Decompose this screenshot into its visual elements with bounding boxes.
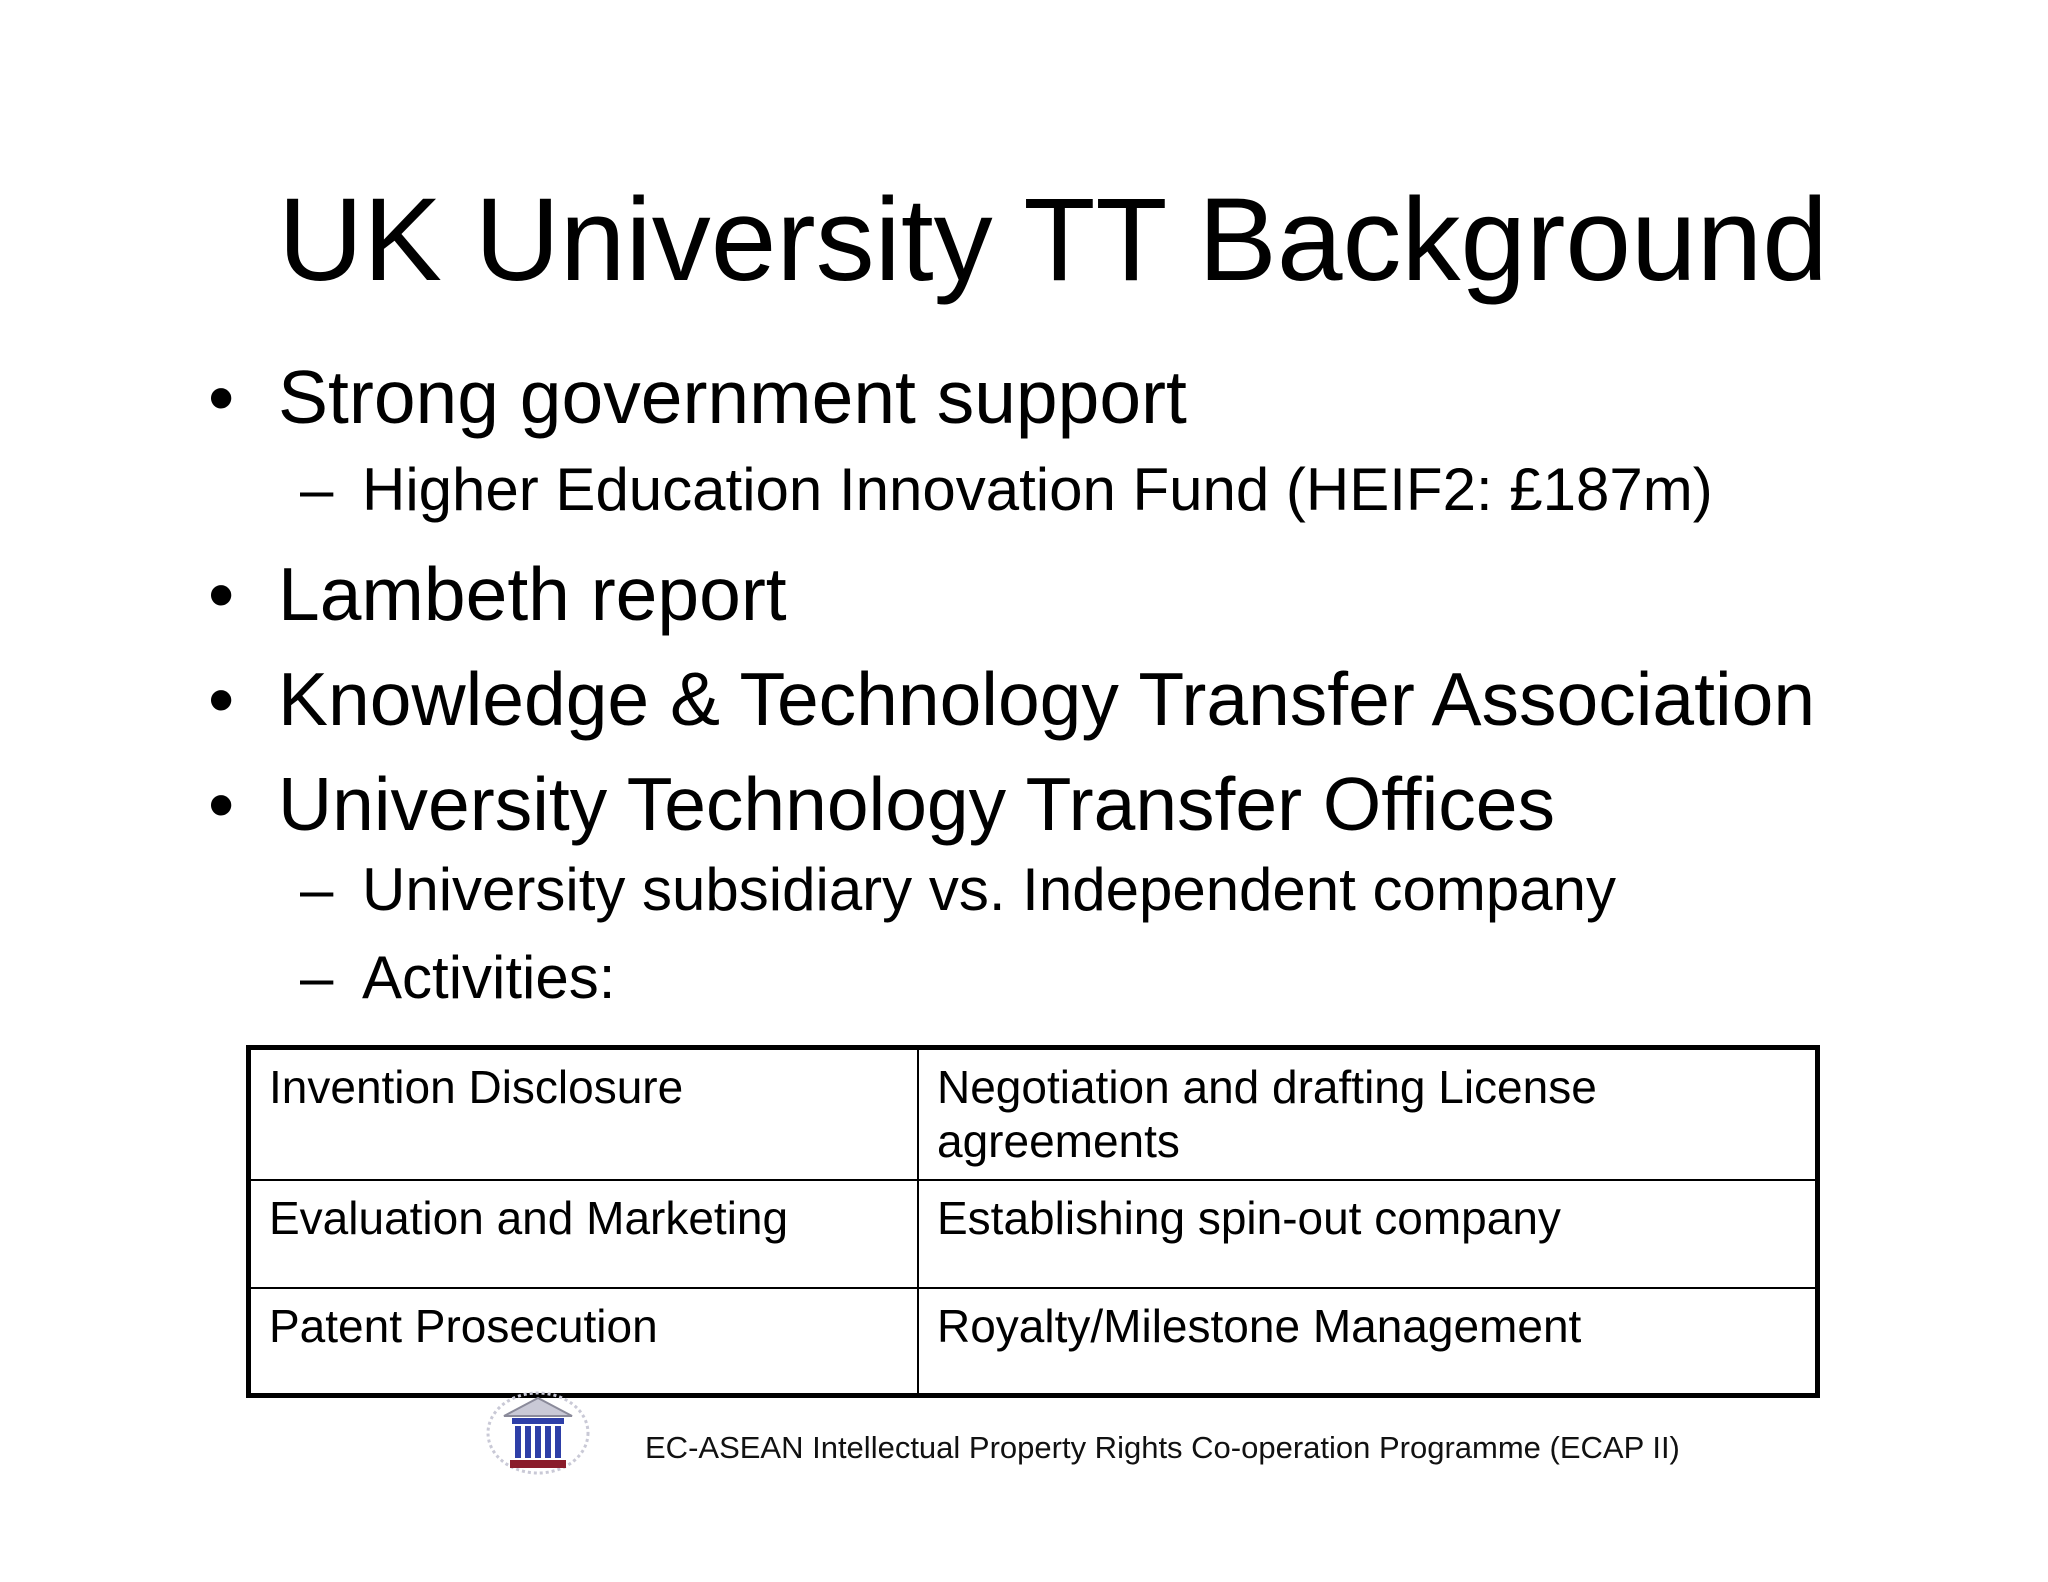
- sub-bullet-item: [300, 855, 1616, 925]
- table-cell: Patent Prosecution: [249, 1288, 919, 1396]
- dash-marker: –: [300, 856, 334, 923]
- bullet-text: Knowledge & Technology Transfer Association: [278, 657, 1816, 741]
- table-row: [249, 1288, 1818, 1396]
- activities-table: [246, 1045, 1820, 1398]
- bullet-marker: •: [208, 552, 235, 636]
- bullet-marker: •: [208, 657, 235, 741]
- footer-text: EC-ASEAN Intellectual Property Rights Co-operation Programme (ECAP II): [645, 1430, 1680, 1465]
- ecap-logo-icon: [484, 1390, 592, 1476]
- table-cell: Invention Disclosure: [249, 1048, 919, 1180]
- bullet-item: [208, 762, 1555, 846]
- bullet-text: Lambeth report: [278, 552, 787, 636]
- sub-bullet-item: [300, 455, 1713, 525]
- dash-marker: –: [300, 456, 334, 523]
- sub-bullet-item: [300, 943, 616, 1013]
- bullet-marker: •: [208, 762, 235, 846]
- bullet-item: [208, 657, 1816, 741]
- bullet-text: Higher Education Innovation Fund (HEIF2: £187m): [362, 456, 1713, 523]
- bullet-item: [208, 552, 787, 636]
- dash-marker: –: [300, 944, 334, 1011]
- table-cell: Evaluation and Marketing: [249, 1180, 919, 1288]
- slide-title: UK University TT Background: [278, 174, 1828, 306]
- bullet-text: University subsidiary vs. Independent company: [362, 856, 1616, 923]
- bullet-text: Strong government support: [278, 355, 1187, 439]
- bullet-marker: •: [208, 355, 235, 439]
- table-cell: Negotiation and drafting License agreements: [918, 1048, 1818, 1180]
- bullet-text: University Technology Transfer Offices: [278, 762, 1555, 846]
- table-cell: Establishing spin-out company: [918, 1180, 1818, 1288]
- table-row: [249, 1048, 1818, 1180]
- table-row: [249, 1180, 1818, 1288]
- table-cell: Royalty/Milestone Management: [918, 1288, 1818, 1396]
- bullet-text: Activities:: [362, 944, 616, 1011]
- bullet-item: [208, 355, 1187, 439]
